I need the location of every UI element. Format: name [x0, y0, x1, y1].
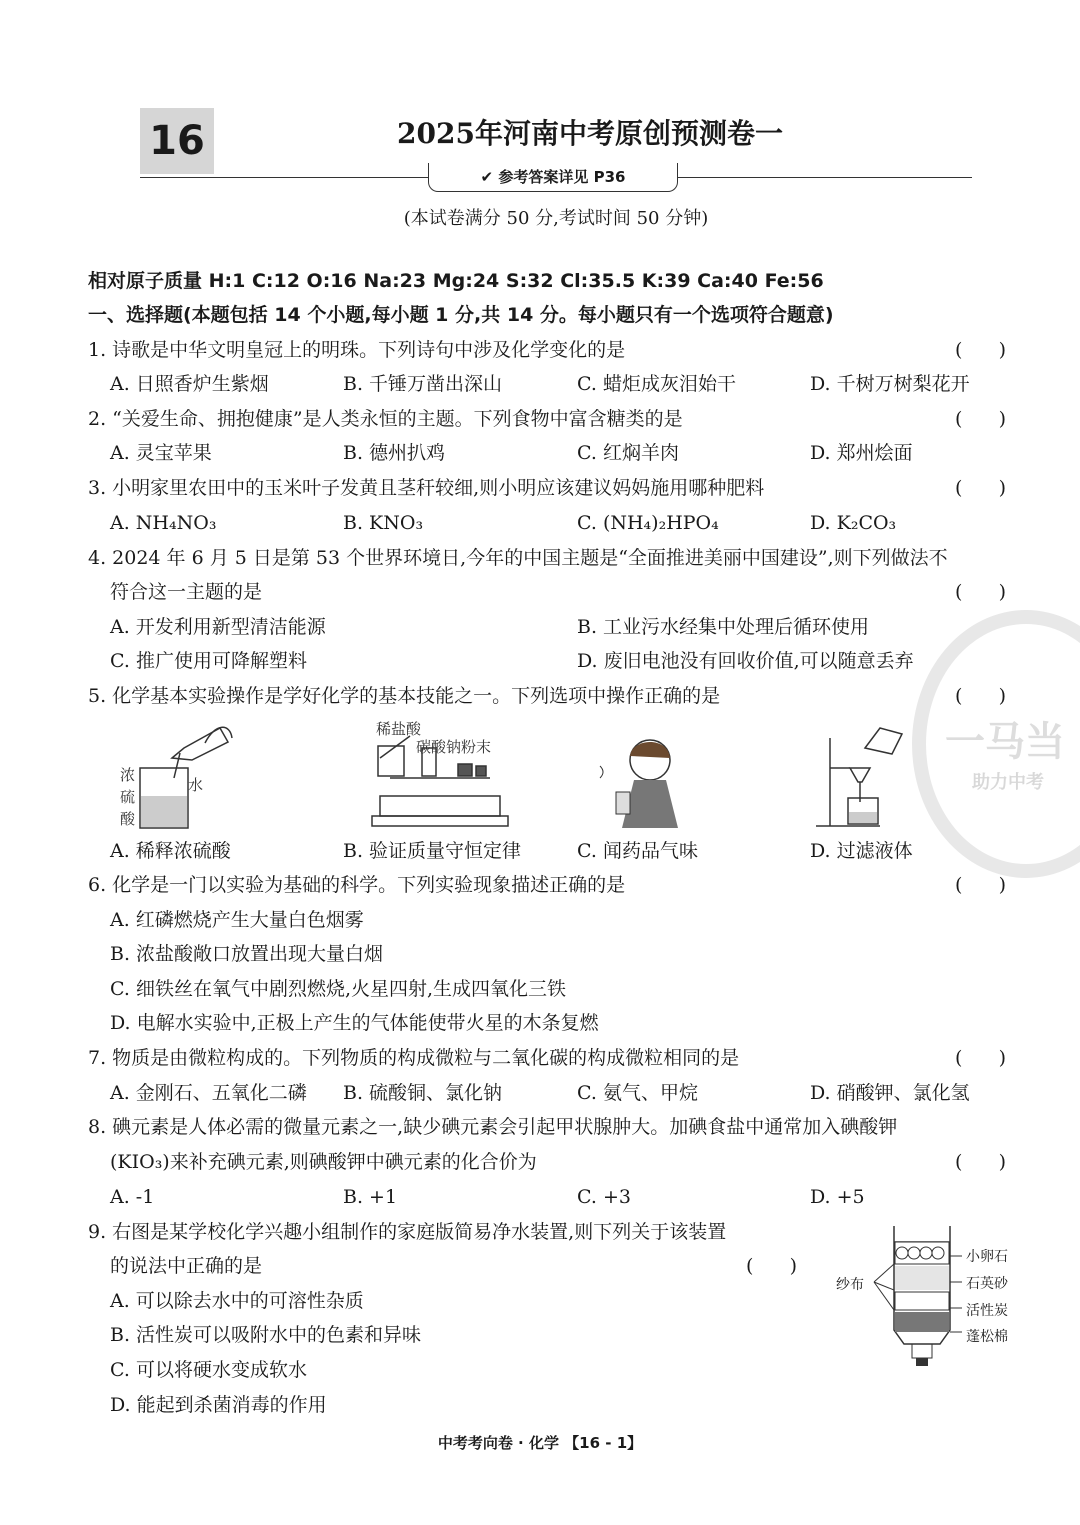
q2-option-b: B. 德州扒鸡	[343, 442, 446, 464]
q4-stem-cont: 符合这一主题的是	[110, 581, 263, 603]
q8-stem: 8. 碘元素是人体必需的微量元素之一,缺少碘元素会引起甲状腺肿大。加碘食盐中通常加入碘酸钾	[88, 1116, 898, 1138]
answer-blank: ( )	[955, 874, 1007, 896]
q7-option-d: D. 硝酸钾、氯化氢	[810, 1082, 970, 1104]
svg-text:稀盐酸: 稀盐酸	[376, 720, 422, 738]
answer-blank: ( )	[955, 685, 1007, 707]
label-activated-carbon: 活性炭	[966, 1303, 1008, 1319]
q1-option-c: C. 蜡炬成灰泪始干	[577, 373, 736, 395]
q9-option-b: B. 活性炭可以吸附水中的色素和异味	[110, 1324, 422, 1346]
q2-option-c: C. 红焖羊肉	[577, 442, 679, 464]
q1-option-d: D. 千树万树梨花开	[810, 373, 970, 395]
q3-option-a: A. NH₄NO₃	[110, 512, 217, 534]
q7-option-c: C. 氨气、甲烷	[577, 1082, 698, 1104]
q6-option-d: D. 电解水实验中,正极上产生的气体能使带火星的木条复燃	[110, 1012, 599, 1034]
answer-blank: ( )	[955, 477, 1007, 499]
atomic-masses: 相对原子质量 H:1 C:12 O:16 Na:23 Mg:24 S:32 Cl:35.5 K:39 Ca:40 Fe:56	[88, 270, 824, 292]
dilution-figure	[140, 727, 232, 828]
q5-option-c: C. 闻药品气味	[577, 840, 698, 862]
q3-option-c: C. (NH₄)₂HPO₄	[577, 512, 719, 534]
label-cotton: 蓬松棉	[966, 1329, 1008, 1345]
q9-option-a: A. 可以除去水中的可溶性杂质	[110, 1290, 364, 1312]
answer-reference: ✔ 参考答案详见 P36	[428, 163, 678, 192]
exam-note: (本试卷满分 50 分,考试时间 50 分钟)	[403, 208, 709, 229]
answer-blank: ( )	[955, 1151, 1007, 1173]
q1-option-a: A. 日照香炉生紫烟	[110, 373, 269, 395]
water-purifier-figure	[830, 1220, 1050, 1380]
paper-number: 16	[140, 108, 214, 174]
q3-stem: 3. 小明家里农田中的玉米叶子发黄且茎秆较细,则小明应该建议妈妈施用哪种肥料	[88, 477, 765, 499]
answer-blank: ( )	[955, 339, 1007, 361]
smelling-figure	[600, 740, 678, 828]
check-icon: ✔	[480, 168, 494, 186]
label-pebbles: 小卵石	[966, 1249, 1008, 1265]
answer-blank: ( )	[955, 581, 1007, 603]
svg-text:碳酸钠粉末: 碳酸钠粉末	[416, 738, 492, 756]
filtration-figure	[816, 728, 902, 826]
q4-option-d: D. 废旧电池没有回收价值,可以随意丢弃	[577, 650, 914, 672]
q8-option-a: A. -1	[110, 1186, 155, 1208]
q4-option-a: A. 开发利用新型清洁能源	[110, 616, 326, 638]
q3-option-d: D. K₂CO₃	[810, 512, 897, 534]
q5-stem: 5. 化学基本实验操作是学好化学的基本技能之一。下列选项中操作正确的是	[88, 685, 721, 707]
page-title: 2025年河南中考原创预测卷一	[397, 117, 783, 150]
label-quartz-sand: 石英砂	[966, 1276, 1008, 1292]
q3-option-b: B. KNO₃	[343, 512, 424, 534]
q2-stem: 2. “关爱生命、拥抱健康”是人类永恒的主题。下列食物中富含糖类的是	[88, 408, 683, 430]
q6-option-a: A. 红磷燃烧产生大量白色烟雾	[110, 909, 364, 931]
svg-text:浓: 浓	[120, 766, 136, 784]
q4-stem: 4. 2024 年 6 月 5 日是第 53 个世界环境日,今年的中国主题是“全面推进美丽中国建设”,则下列做法不	[88, 547, 948, 569]
q7-option-b: B. 硫酸铜、氯化钠	[343, 1082, 503, 1104]
q5-option-d: D. 过滤液体	[810, 840, 913, 862]
q2-option-d: D. 郑州烩面	[810, 442, 913, 464]
section-heading: 一、选择题(本题包括 14 个小题,每小题 1 分,共 14 分。每小题只有一个选项符合题意)	[88, 304, 834, 326]
q5-figures	[110, 718, 1080, 836]
svg-text:水: 水	[188, 776, 204, 794]
page-footer: 中考考向卷 · 化学 【16 - 1】	[437, 1434, 643, 1452]
watermark-subtext: 助力中考	[972, 772, 1044, 793]
q9-stem-cont: 的说法中正确的是	[110, 1255, 263, 1277]
q8-stem-cont: (KIO₃)来补充碘元素,则碘酸钾中碘元素的化合价为	[110, 1151, 537, 1173]
watermark-text: 一马当	[945, 719, 1065, 765]
q6-option-b: B. 浓盐酸敞口放置出现大量白烟	[110, 943, 384, 965]
q1-stem: 1. 诗歌是中华文明皇冠上的明珠。下列诗句中涉及化学变化的是	[88, 339, 626, 361]
svg-text:酸: 酸	[120, 810, 136, 828]
q9-option-c: C. 可以将硬水变成软水	[110, 1359, 307, 1381]
label-gauze: 纱布	[836, 1277, 864, 1293]
q7-stem: 7. 物质是由微粒构成的。下列物质的构成微粒与二氧化碳的构成微粒相同的是	[88, 1047, 740, 1069]
q5-option-b: B. 验证质量守恒定律	[343, 840, 522, 862]
answer-blank: ( )	[955, 408, 1007, 430]
answer-blank: ( )	[746, 1255, 798, 1277]
q4-option-b: B. 工业污水经集中处理后循环使用	[577, 616, 870, 638]
q7-option-a: A. 金刚石、五氧化二磷	[110, 1082, 307, 1104]
q2-option-a: A. 灵宝苹果	[110, 442, 212, 464]
q6-stem: 6. 化学是一门以实验为基础的科学。下列实验现象描述正确的是	[88, 874, 626, 896]
q9-option-d: D. 能起到杀菌消毒的作用	[110, 1394, 327, 1416]
q8-option-c: C. +3	[577, 1186, 631, 1208]
q4-option-c: C. 推广使用可降解塑料	[110, 650, 307, 672]
q6-option-c: C. 细铁丝在氧气中剧烈燃烧,火星四射,生成四氧化三铁	[110, 978, 567, 1000]
q1-option-b: B. 千锤万凿出深山	[343, 373, 503, 395]
answer-blank: ( )	[955, 1047, 1007, 1069]
q8-option-b: B. +1	[343, 1186, 398, 1208]
q5-option-a: A. 稀释浓硫酸	[110, 840, 231, 862]
q9-stem: 9. 右图是某学校化学兴趣小组制作的家庭版简易净水装置,则下列关于该装置	[88, 1221, 727, 1243]
q8-option-d: D. +5	[810, 1186, 865, 1208]
svg-text:硫: 硫	[120, 788, 136, 806]
